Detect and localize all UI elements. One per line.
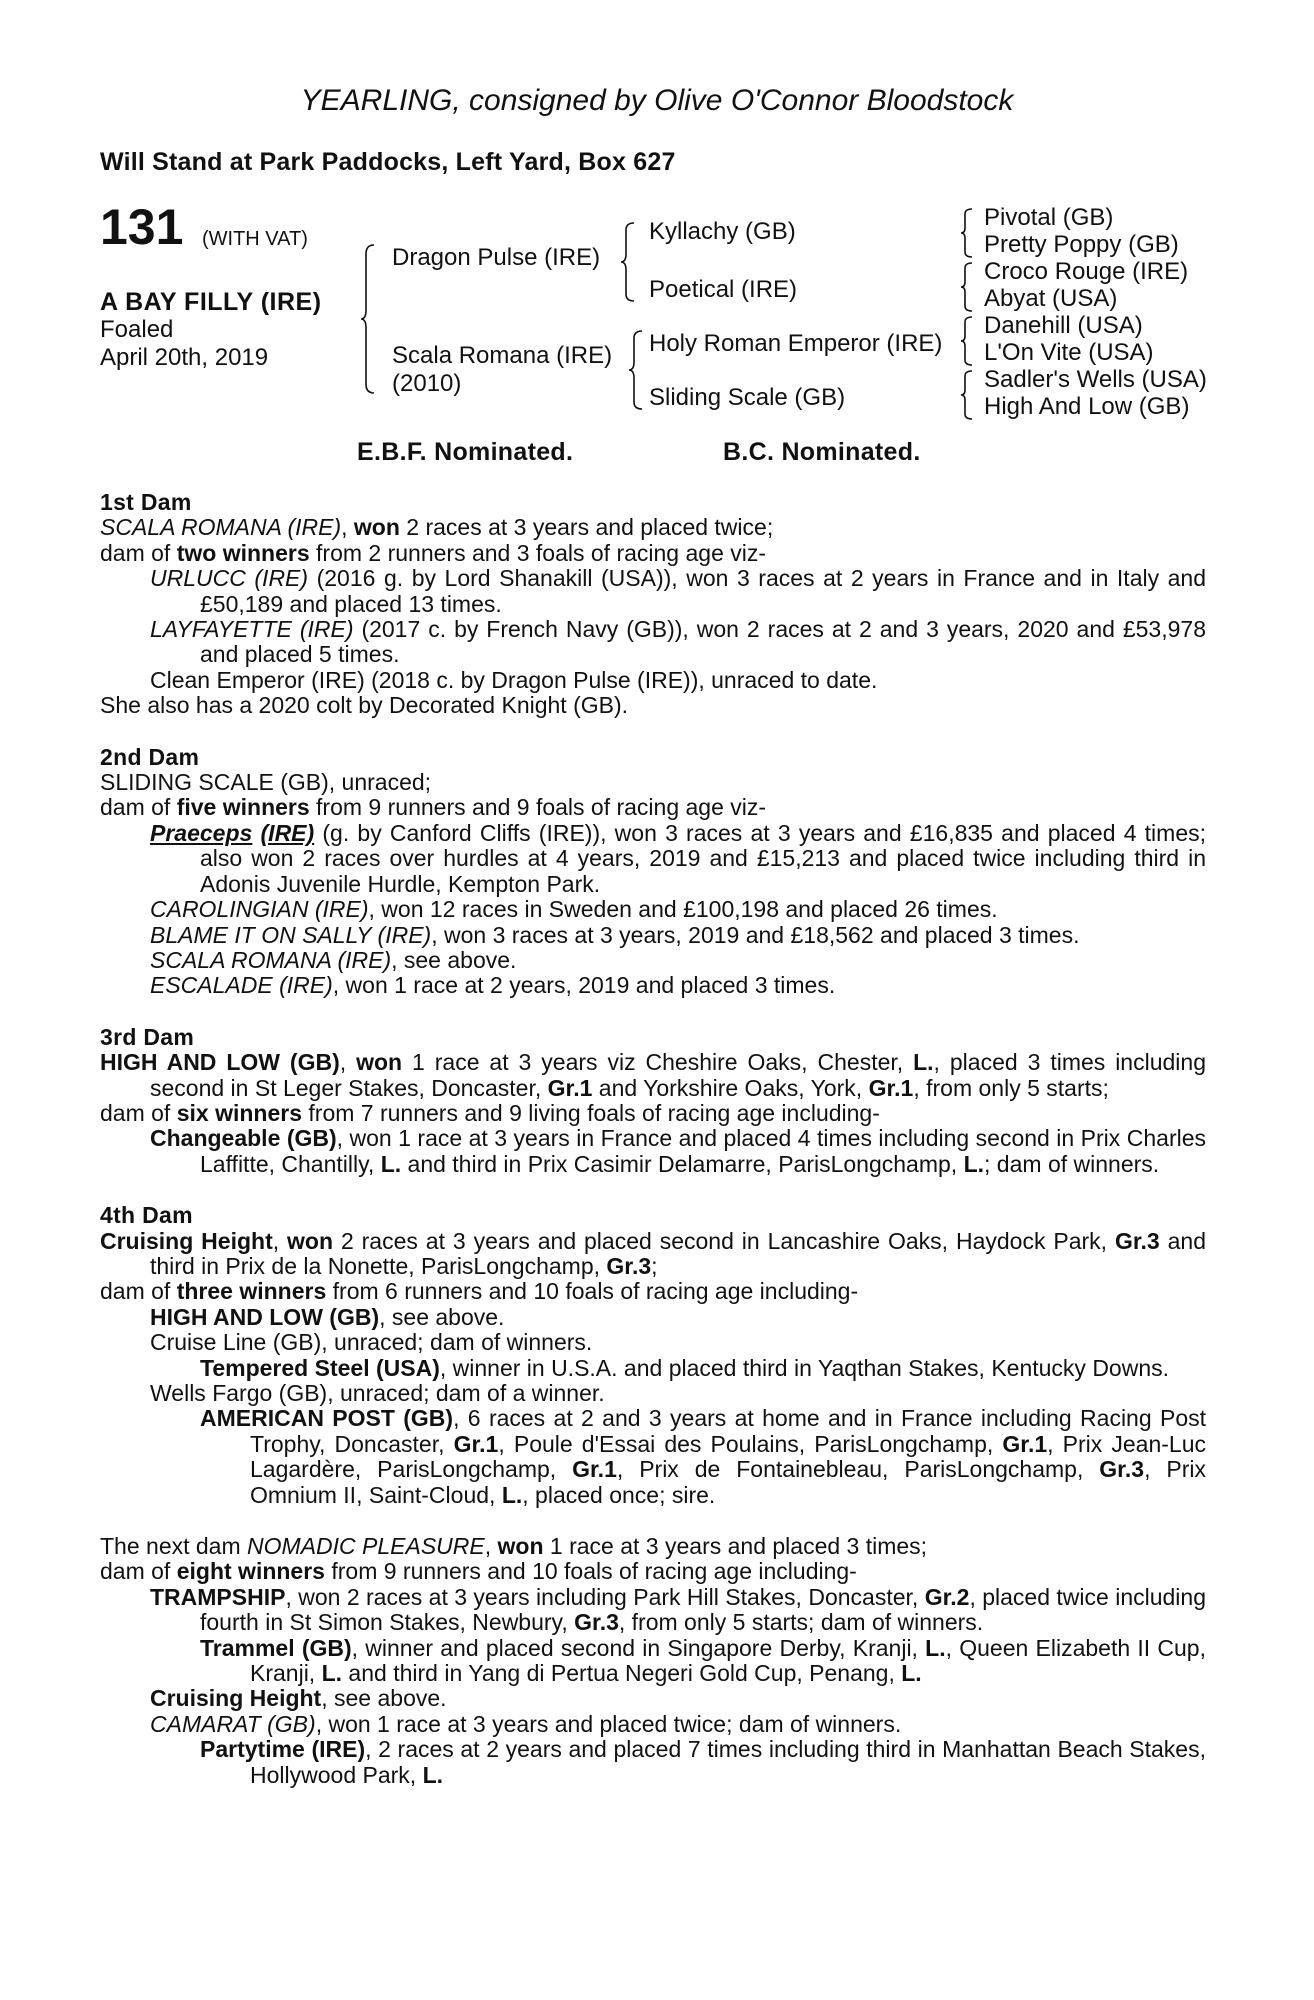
foaled-date: April 20th, 2019 [100, 344, 269, 371]
pedigree-g8: High And Low (GB) [984, 393, 1190, 420]
next-dam-produce-3: CAMARAT (GB), won 1 race at 3 years and placed twice; dam of winners. [150, 1710, 902, 1737]
fourth-dam-heading: 4th Dam [100, 1202, 193, 1229]
first-dam-produce-summary: dam of two winners from 2 runners and 3 foals of racing age viz- [100, 539, 767, 566]
third-dam-heading: 3rd Dam [100, 1023, 195, 1050]
foaled-label: Foaled [100, 316, 174, 343]
second-dam-produce-5: ESCALADE (IRE), won 1 race at 2 years, 2019 and placed 3 times. [150, 972, 836, 999]
pedigree-brace-dam [628, 330, 644, 410]
pedigree-brace-main [360, 244, 376, 394]
pedigree-g1: Pivotal (GB) [984, 204, 1114, 231]
lot-description: A BAY FILLY (IRE) [100, 288, 322, 316]
fourth-dam-section [100, 1203, 1206, 1508]
produce-record [100, 490, 1206, 1814]
second-dam-produce-4: SCALA ROMANA (IRE), see above. [150, 946, 517, 973]
ebf-nominated: E.B.F. Nominated. [357, 438, 574, 466]
third-dam-produce-summary: dam of six winners from 7 runners and 9 living foals of racing age including- [100, 1099, 880, 1126]
second-dam-heading: 2nd Dam [100, 743, 200, 770]
pedigree-dam-year: (2010) [392, 370, 462, 397]
next-dam-section [100, 1534, 1206, 1788]
first-dam-note: She also has a 2020 colt by Decorated Knight (GB). [100, 692, 629, 719]
first-dam-produce-3: Clean Emperor (IRE) (2018 c. by Dragon Pulse (IRE)), unraced to date. [150, 666, 878, 693]
first-dam-produce-2: LAYFAYETTE (IRE) (2017 c. by French Navy (GB)), won 2 races at 2 and 3 years, 2020 and £53,978 and placed 5 times. [150, 616, 1206, 668]
fourth-dam-produce-2: Cruise Line (GB), unraced; dam of winners. [150, 1329, 593, 1356]
second-dam-summary: SLIDING SCALE (GB), unraced; [100, 769, 432, 796]
vat-note: (WITH VAT) [202, 228, 308, 250]
pedigree-dam-dam: Sliding Scale (GB) [649, 384, 846, 411]
first-dam-produce-1: URLUCC (IRE) (2016 g. by Lord Shanakill (USA)), won 3 races at 2 years in France and in Italy and £50,189 and placed 13 times. [150, 565, 1207, 617]
fourth-dam-summary: Cruising Height, won 2 races at 3 years and placed second in Lancashire Oaks, Haydock Park, Gr.3 and third in Prix de la Nonette, ParisLongchamp, Gr.3; [100, 1227, 1206, 1279]
pedigree-g4: Abyat (USA) [984, 285, 1118, 312]
pedigree-brace-g3 [960, 316, 974, 366]
third-dam-produce-1: Changeable (GB), won 1 race at 3 years in France and placed 4 times including second in Prix Charles Laffitte, Chantilly, L. and third in Prix Casimir Delamarre, ParisLongchamp, L.; dam of winners. [150, 1125, 1206, 1177]
third-dam-summary: HIGH AND LOW (GB), won 1 race at 3 years viz Cheshire Oaks, Chester, L., placed 3 times including second in St Leger Stakes, Doncaster, Gr.1 and Yorkshire Oaks, York, Gr.1, from only 5 starts; [100, 1049, 1206, 1101]
pedigree-brace-g4 [960, 370, 974, 420]
pedigree-brace-g1 [960, 208, 974, 258]
bc-nominated: B.C. Nominated. [723, 438, 921, 466]
second-dam-produce-3: BLAME IT ON SALLY (IRE), won 3 races at 3 years, 2019 and £18,562 and placed 3 times. [150, 921, 1080, 948]
third-dam-section [100, 1025, 1206, 1177]
pedigree-dam-sire: Holy Roman Emperor (IRE) [649, 330, 943, 357]
second-dam-produce-1: Praeceps (IRE) (g. by Canford Cliffs (IRE)), won 3 races at 3 years and £16,835 and placed 4 times; also won 2 races over hurdles at 4 years, 2019 and £15,213 and placed twice including third in Adonis Juvenile Hurdle, Kempton Park. [150, 819, 1207, 897]
fourth-dam-produce-summary: dam of three winners from 6 runners and 10 foals of racing age including- [100, 1278, 859, 1305]
second-dam-produce-summary: dam of five winners from 9 runners and 9 foals of racing age viz- [100, 794, 767, 821]
pedigree-brace-sire [620, 222, 636, 302]
fourth-dam-produce-1: HIGH AND LOW (GB), see above. [150, 1303, 505, 1330]
pedigree-g7: Sadler's Wells (USA) [984, 366, 1207, 393]
pedigree-brace-g2 [960, 262, 974, 312]
pedigree-sire-sire: Kyllachy (GB) [649, 218, 796, 245]
next-dam-grandproduce-2: Partytime (IRE), 2 races at 2 years and placed 7 times including third in Manhattan Beach Stakes, Hollywood Park, L. [200, 1736, 1206, 1788]
fourth-dam-grandproduce-1: Tempered Steel (USA), winner in U.S.A. and placed third in Yaqthan Stakes, Kentucky Downs. [200, 1354, 1170, 1381]
lot-number: 131 [100, 199, 184, 255]
next-dam-produce-1: TRAMPSHIP, won 2 races at 3 years including Park Hill Stakes, Doncaster, Gr.2, placed twice including fourth in St Simon Stakes, Newbury, Gr.3, from only 5 starts; dam of winners. [150, 1583, 1206, 1636]
pedigree-g3: Croco Rouge (IRE) [984, 258, 1189, 285]
next-dam-produce-summary: dam of eight winners from 9 runners and 10 foals of racing age including- [100, 1558, 857, 1585]
first-dam-heading: 1st Dam [100, 489, 192, 515]
pedigree-g6: L'On Vite (USA) [984, 339, 1154, 366]
pedigree-g2: Pretty Poppy (GB) [984, 231, 1179, 258]
fourth-dam-grandproduce-2: AMERICAN POST (GB), 6 races at 2 and 3 years at home and in France including Racing Post Trophy, Doncaster, Gr.1, Poule d'Essai des Poulains, ParisLongchamp, Gr.1, Prix Jean-Luc Lagardère, ParisLongchamp, Gr.1, Prix de Fontainebleau, ParisLongchamp, Gr.3, Prix Omnium II, Saint-Cloud, L., placed once; sire. [200, 1405, 1207, 1508]
fourth-dam-produce-3: Wells Fargo (GB), unraced; dam of a winner. [150, 1380, 605, 1406]
pedigree-dam: Scala Romana (IRE) [392, 342, 613, 369]
stand-location: Will Stand at Park Paddocks, Left Yard, Box 627 [100, 148, 676, 176]
pedigree-sire-dam: Poetical (IRE) [649, 276, 798, 303]
next-dam-summary: The next dam NOMADIC PLEASURE, won 1 race at 3 years and placed 3 times; [100, 1533, 928, 1560]
next-dam-grandproduce-1: Trammel (GB), winner and placed second in Singapore Derby, Kranji, L., Queen Elizabeth II Cup, Kranji, L. and third in Yang di Pertua Negeri Gold Cup, Penang, L. [200, 1634, 1206, 1687]
second-dam-section [100, 745, 1206, 999]
second-dam-produce-2: CAROLINGIAN (IRE), won 12 races in Sweden and £100,198 and placed 26 times. [150, 896, 998, 923]
pedigree-sire: Dragon Pulse (IRE) [392, 244, 601, 271]
first-dam-summary: SCALA ROMANA (IRE), won 2 races at 3 years and placed twice; [100, 514, 774, 541]
foaled-info [100, 316, 268, 372]
pedigree-g5: Danehill (USA) [984, 312, 1143, 339]
next-dam-produce-2: Cruising Height, see above. [150, 1685, 447, 1712]
first-dam-section [100, 490, 1206, 719]
consignment-line: YEARLING, consigned by Olive O'Connor Bloodstock [300, 84, 1014, 117]
